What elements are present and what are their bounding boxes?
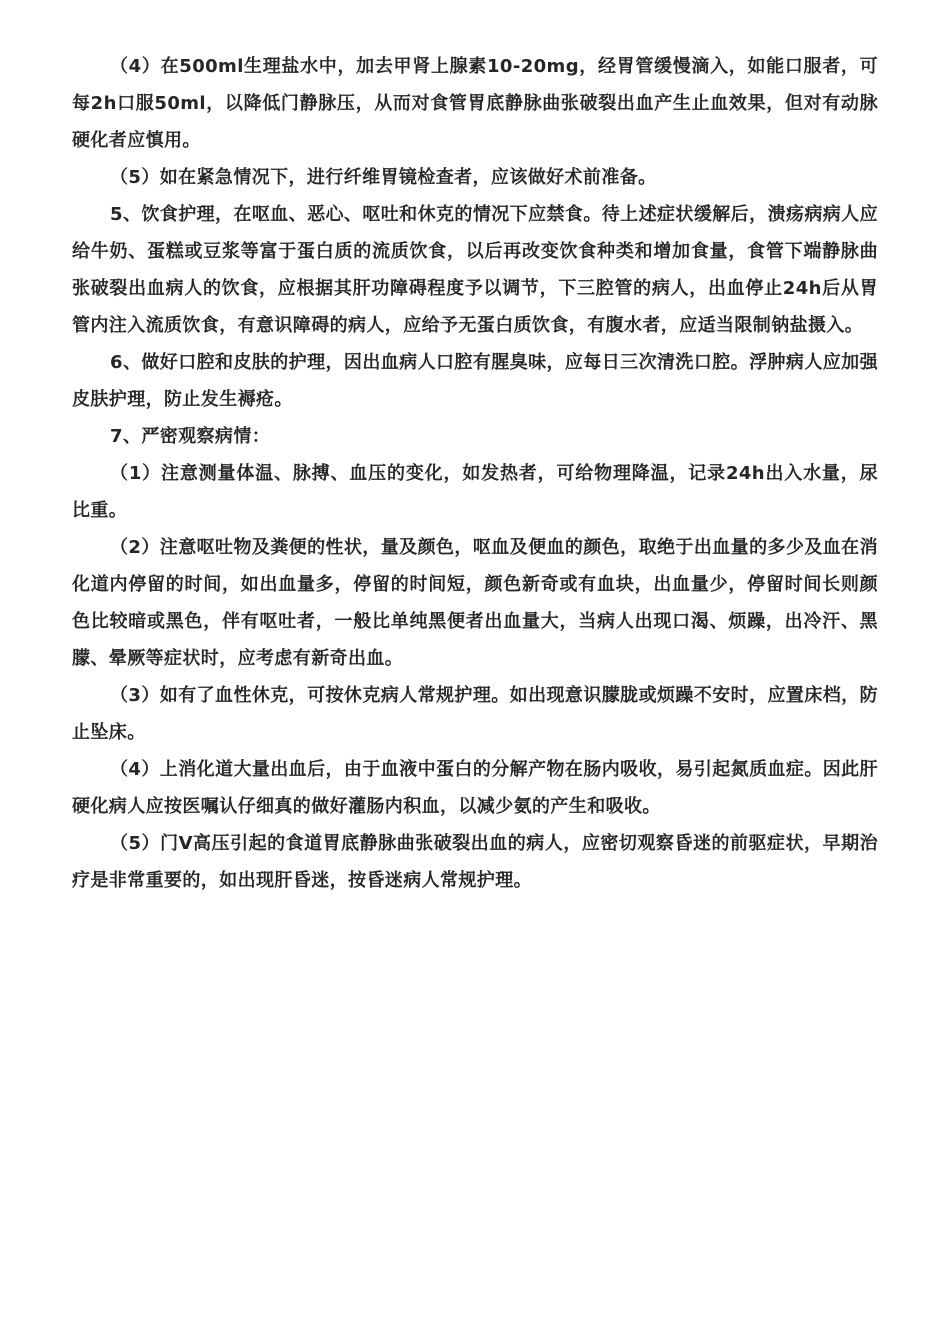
paragraph-observe-2: （2）注意呕吐物及粪便的性状，量及颜色，呕血及便血的颜色，取绝于出血量的多少及血在消化道内停留的时间，如出血量多，停留的时间短，颜色新奇或有血块，出血量少，停留时间长则颜色比较暗或黑色，伴有呕吐者，一般比单纯黑便者出血量大，当病人出现口渴、烦躁，出冷汗、黑朦、晕厥等症状时，应考虑有新奇出血。 bbox=[72, 537, 878, 669]
paragraph-observe-4: （4）上消化道大量出血后，由于血液中蛋白的分解产物在肠内吸收，易引起氮质血症。因此肝硬化病人应按医嘱认仔细真的做好灌肠内积血，以减少氨的产生和吸收。 bbox=[72, 759, 878, 817]
paragraph-observe-5: （5）门V高压引起的食道胃底静脉曲张破裂出血的病人，应密切观察昏迷的前驱症状，早期治疗是非常重要的，如出现肝昏迷，按昏迷病人常规护理。 bbox=[72, 833, 878, 891]
paragraph-4-norepinephrine: （4）在500ml生理盐水中，加去甲肾上腺素10-20mg，经胃管缓慢滴入，如能口服者，可每2h口服50ml，以降低门静脉压，从而对食管胃底静脉曲张破裂出血产生止血效果，但对有动脉硬化者应慎用。 bbox=[72, 56, 878, 151]
paragraph-5-gastroscopy: （5）如在紧急情况下，进行纤维胃镜检查者，应该做好术前准备。 bbox=[110, 167, 657, 188]
paragraph-observe-3: （3）如有了血性休克，可按休克病人常规护理。如出现意识朦胧或烦躁不安时，应置床档，防止坠床。 bbox=[72, 685, 878, 743]
paragraph-observe-heading: 7、严密观察病情： bbox=[110, 426, 271, 447]
paragraph-oral-skin-care: 6、做好口腔和皮肤的护理，因出血病人口腔有腥臭味，应每日三次清洗口腔。浮肿病人应加强皮肤护理，防止发生褥疮。 bbox=[72, 352, 878, 410]
paragraph-observe-1: （1）注意测量体温、脉搏、血压的变化，如发热者，可给物理降温，记录24h出入水量，尿比重。 bbox=[72, 463, 878, 521]
paragraph-diet-care: 5、饮食护理，在呕血、恶心、呕吐和休克的情况下应禁食。待上述症状缓解后，溃疡病病人应给牛奶、蛋糕或豆浆等富于蛋白质的流质饮食，以后再改变饮食种类和增加食量，食管下端静脉曲张破裂出血病人的饮食，应根据其肝功障碍程度予以调节，下三腔管的病人，出血停止24h后从胃管内注入流质饮食，有意识障碍的病人，应给予无蛋白质饮食，有腹水者，应适当限制钠盐摄入。 bbox=[72, 204, 878, 336]
